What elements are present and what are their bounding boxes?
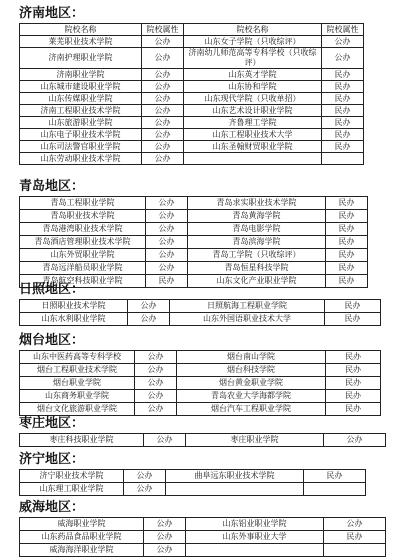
school-type-cell: 民办	[322, 105, 364, 117]
header-school-type: 院校属性	[142, 24, 184, 36]
school-name-cell: 山东圣翰财贸职业学院	[184, 141, 322, 153]
region-zaozhuang	[0, 415, 404, 447]
school-name-cell: 山东外国语职业技术大学	[170, 313, 325, 326]
school-type-cell: 公办	[135, 403, 177, 416]
region-title: 济南地区：	[19, 6, 85, 21]
school-type-cell	[322, 153, 364, 165]
header-school-name: 院校名称	[184, 24, 322, 36]
school-type-cell: 民办	[326, 364, 381, 377]
school-type-cell: 公办	[142, 117, 184, 129]
school-type-cell: 民办	[326, 275, 368, 288]
region-title: 枣庄地区：	[19, 416, 85, 431]
table-row	[20, 105, 364, 117]
school-name-cell: 山东理工职业学院	[20, 483, 124, 496]
region-title: 烟台地区：	[19, 333, 85, 348]
table-row	[20, 351, 381, 364]
table-row	[20, 81, 364, 93]
school-table	[19, 433, 386, 447]
table-row	[20, 531, 386, 544]
school-table	[19, 23, 364, 165]
table-row	[20, 313, 381, 326]
school-type-cell: 公办	[142, 48, 184, 69]
school-name-cell: 青岛航空科技职业学院	[20, 275, 146, 288]
school-table	[19, 350, 381, 416]
header-school-name: 院校名称	[20, 24, 142, 36]
school-type-cell: 民办	[326, 249, 368, 262]
school-type-cell: 民办	[324, 531, 386, 544]
school-type-cell: 公办	[128, 313, 170, 326]
school-table	[19, 517, 386, 557]
table-row	[20, 210, 368, 223]
school-type-cell: 公办	[144, 434, 186, 447]
school-type-cell: 公办	[146, 210, 188, 223]
school-type-cell: 公办	[146, 262, 188, 275]
table-row	[20, 262, 368, 275]
school-table	[19, 299, 381, 326]
school-type-cell: 公办	[142, 105, 184, 117]
school-name-cell: 烟台黄金职业学院	[177, 377, 326, 390]
school-name-cell: 青岛港湾职业技术学院	[20, 223, 146, 236]
school-name-cell: 青岛黄海学院	[188, 210, 326, 223]
table-row	[20, 141, 364, 153]
school-name-cell: 青岛电影学院	[188, 223, 326, 236]
school-type-cell: 公办	[142, 36, 184, 48]
school-type-cell: 民办	[326, 210, 368, 223]
school-type-cell: 公办	[124, 483, 166, 496]
school-name-cell: 山东旅游职业学院	[20, 117, 142, 129]
region-title: 日照地区：	[19, 282, 85, 297]
school-name-cell: 山东工程职业技术大学	[184, 129, 322, 141]
school-name-cell: 日照航海工程职业学院	[170, 300, 325, 313]
school-type-cell: 公办	[142, 81, 184, 93]
region-yantai	[0, 332, 404, 416]
table-row	[20, 129, 364, 141]
region-title: 济宁地区：	[19, 452, 85, 467]
school-name-cell: 烟台南山学院	[177, 351, 326, 364]
header-school-type: 院校属性	[322, 24, 364, 36]
table-row	[20, 197, 368, 210]
school-name-cell: 枣庄职业学院	[186, 434, 324, 447]
school-name-cell: 青岛农业大学海都学院	[177, 390, 326, 403]
school-name-cell: 威海海洋职业学院	[20, 544, 144, 557]
school-type-cell: 公办	[146, 249, 188, 262]
school-table	[19, 196, 368, 288]
school-type-cell: 公办	[135, 377, 177, 390]
table-row	[20, 403, 381, 416]
school-type-cell: 民办	[325, 313, 381, 326]
school-type-cell: 民办	[326, 390, 381, 403]
table-row	[20, 223, 368, 236]
school-name-cell: 济南幼儿师范高等专科学校（只收综评）	[184, 48, 322, 69]
school-name-cell: 山东商务职业学院	[20, 390, 135, 403]
school-type-cell: 民办	[326, 377, 381, 390]
school-type-cell: 民办	[322, 81, 364, 93]
school-type-cell: 公办	[144, 531, 186, 544]
school-type-cell: 公办	[324, 518, 386, 531]
school-name-cell: 山东外贸职业学院	[20, 249, 146, 262]
school-type-cell: 公办	[144, 544, 186, 557]
school-type-cell: 公办	[322, 36, 364, 48]
table-row	[20, 153, 364, 165]
school-name-cell: 日照职业技术学院	[20, 300, 128, 313]
school-name-cell: 山东协和学院	[184, 81, 322, 93]
school-type-cell: 民办	[322, 129, 364, 141]
school-type-cell: 公办	[128, 300, 170, 313]
school-name-cell: 山东铝业职业学院	[186, 518, 324, 531]
school-type-cell: 公办	[135, 390, 177, 403]
school-table	[19, 469, 366, 496]
school-name-cell: 山东劳动职业技术学院	[20, 153, 142, 165]
school-type-cell: 民办	[322, 93, 364, 105]
school-type-cell: 民办	[326, 197, 368, 210]
school-type-cell: 公办	[135, 364, 177, 377]
table-row	[20, 249, 368, 262]
school-name-cell: 青岛求实职业技术学院	[188, 197, 326, 210]
school-type-cell: 民办	[326, 236, 368, 249]
school-type-cell: 民办	[322, 117, 364, 129]
school-type-cell: 民办	[326, 403, 381, 416]
table-row	[20, 69, 364, 81]
school-name-cell: 山东电子职业技术学院	[20, 129, 142, 141]
school-name-cell: 济南职业学院	[20, 69, 142, 81]
school-name-cell: 烟台文化旅游职业学院	[20, 403, 135, 416]
school-type-cell: 民办	[322, 141, 364, 153]
region-jinan	[0, 4, 404, 165]
school-type-cell: 民办	[326, 262, 368, 275]
school-name-cell: 济宁职业技术学院	[20, 470, 124, 483]
school-name-cell: 烟台工程职业技术学院	[20, 364, 135, 377]
school-type-cell: 公办	[146, 223, 188, 236]
table-row	[20, 483, 366, 496]
school-name-cell: 烟台科技学院	[177, 364, 326, 377]
school-name-cell: 枣庄科技职业学院	[20, 434, 144, 447]
table-header-row	[20, 24, 364, 36]
school-name-cell: 莱芜职业技术学院	[20, 36, 142, 48]
table-row	[20, 93, 364, 105]
region-weihai	[0, 499, 404, 557]
table-row	[20, 364, 381, 377]
school-name-cell: 青岛恒星科技学院	[188, 262, 326, 275]
school-name-cell: 曲阜远东职业技术学院	[166, 470, 304, 483]
school-type-cell: 公办	[142, 129, 184, 141]
table-row	[20, 36, 364, 48]
school-name-cell: 山东传媒职业学院	[20, 93, 142, 105]
school-name-cell: 青岛工程职业学院	[20, 197, 146, 210]
school-type-cell: 民办	[304, 470, 366, 483]
region-jining	[0, 451, 404, 496]
school-name-cell: 山东文化产业职业学院	[188, 275, 326, 288]
school-name-cell: 山东英才学院	[184, 69, 322, 81]
school-name-cell: 山东现代学院（只收单招）	[184, 93, 322, 105]
school-name-cell: 山东水利职业学院	[20, 313, 128, 326]
school-type-cell: 公办	[142, 93, 184, 105]
school-name-cell: 青岛酒店管理职业技术学院	[20, 236, 146, 249]
table-row	[20, 434, 386, 447]
school-type-cell: 公办	[135, 351, 177, 364]
school-name-cell: 青岛职业技术学院	[20, 210, 146, 223]
school-type-cell: 民办	[146, 275, 188, 288]
school-name-cell: 山东城市建设职业学院	[20, 81, 142, 93]
school-name-cell: 山东艺术设计职业学院	[184, 105, 322, 117]
table-row	[20, 544, 386, 557]
school-name-cell: 山东司法警官职业学院	[20, 141, 142, 153]
region-qingdao	[0, 178, 404, 288]
school-name-cell	[184, 153, 322, 165]
school-name-cell: 山东中医药高等专科学校	[20, 351, 135, 364]
region-title: 青岛地区：	[19, 179, 85, 194]
school-type-cell: 公办	[144, 518, 186, 531]
school-name-cell: 山东女子学院（只收综评）	[184, 36, 322, 48]
school-type-cell: 公办	[146, 197, 188, 210]
school-name-cell: 青岛滨海学院	[188, 236, 326, 249]
school-type-cell: 公办	[142, 69, 184, 81]
school-type-cell: 民办	[326, 223, 368, 236]
school-type-cell: 民办	[326, 351, 381, 364]
school-name-cell: 青岛工学院（只收综评）	[188, 249, 326, 262]
table-row	[20, 48, 364, 69]
school-type-cell	[324, 544, 386, 557]
school-name-cell: 威海职业学院	[20, 518, 144, 531]
school-type-cell: 公办	[324, 434, 386, 447]
table-row	[20, 117, 364, 129]
school-name-cell: 烟台职业学院	[20, 377, 135, 390]
school-name-cell: 烟台汽车工程职业学院	[177, 403, 326, 416]
table-row	[20, 300, 381, 313]
region-rizhao	[0, 281, 404, 326]
school-name-cell	[166, 483, 304, 496]
school-name-cell: 济南工程职业技术学院	[20, 105, 142, 117]
school-type-cell	[304, 483, 366, 496]
school-name-cell: 齐鲁理工学院	[184, 117, 322, 129]
table-row	[20, 377, 381, 390]
region-title: 威海地区：	[19, 500, 85, 515]
school-type-cell: 公办	[124, 470, 166, 483]
school-name-cell: 济南护理职业学院	[20, 48, 142, 69]
school-type-cell: 民办	[322, 69, 364, 81]
school-type-cell: 民办	[325, 300, 381, 313]
school-type-cell: 公办	[142, 141, 184, 153]
school-name-cell: 山东药品食品职业学院	[20, 531, 144, 544]
school-name-cell	[186, 544, 324, 557]
school-name-cell: 山东外事职业大学	[186, 531, 324, 544]
table-row	[20, 390, 381, 403]
table-row	[20, 470, 366, 483]
school-type-cell: 公办	[142, 153, 184, 165]
school-name-cell: 青岛远洋船员职业学院	[20, 262, 146, 275]
school-type-cell: 公办	[146, 236, 188, 249]
table-row	[20, 518, 386, 531]
school-type-cell: 公办	[322, 48, 364, 69]
table-row	[20, 236, 368, 249]
